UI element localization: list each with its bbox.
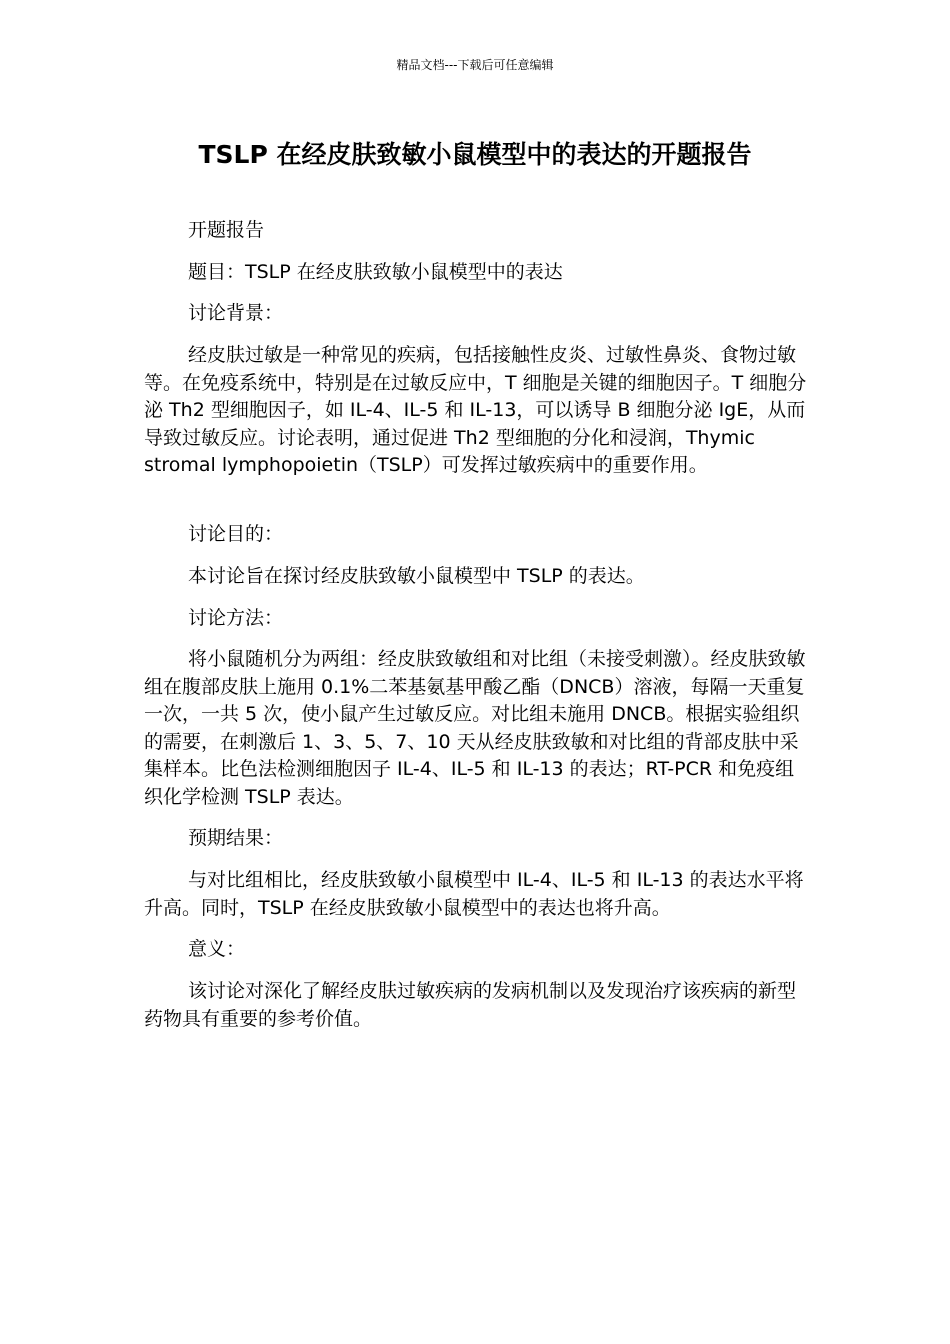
section-heading-background: 讨论背景： [188, 302, 284, 324]
topic-line: 题目：TSLP 在经皮肤致敏小鼠模型中的表达 [188, 261, 563, 283]
section-heading-methods: 讨论方法： [188, 607, 284, 629]
purpose-paragraph: 本讨论旨在探讨经皮肤致敏小鼠模型中 TSLP 的表达。 [188, 565, 645, 587]
methods-paragraph: 将小鼠随机分为两组：经皮肤致敏组和对比组（未接受刺激）。经皮肤致敏组在腹部皮肤上施用 0.1%二苯基氨基甲酸乙酯（DNCB）溶液，每隔一天重复一次，一共 5 次，使小鼠产生过敏反应。对比组未施用 DNCB。根据实验组织的需要，在刺激后 1、3、5、7、10 天从经皮肤致敏和对比组的背部皮肤中采集样本。比色法检测细胞因子 IL-4、IL-5 和 IL-13 的表达；RT-PCR 和免疫组织化学检测 TSLP 表达。 [144, 648, 806, 808]
background-paragraph: 经皮肤过敏是一种常见的疾病，包括接触性皮炎、过敏性鼻炎、食物过敏等。在免疫系统中，特别是在过敏反应中，T 细胞是关键的细胞因子。T 细胞分泌 Th2 型细胞因子，如 IL-4、IL-5 和 IL-13，可以诱导 B 细胞分泌 IgE，从而导致过敏反应。讨论表明，通过促进 Th2 型细胞的分化和浸润，Thymic stromal lymphopoietin（TSLP）可发挥过敏疾病中的重要作用。 [144, 344, 807, 476]
document-title: TSLP 在经皮肤致敏小鼠模型中的表达的开题报告 [198, 140, 752, 169]
section-heading-expected-results: 预期结果： [188, 827, 284, 849]
significance-paragraph: 该讨论对深化了解经皮肤过敏疾病的发病机制以及发现治疗该疾病的新型药物具有重要的参考价值。 [144, 980, 797, 1030]
page-header-note: 精品文档---下载后可任意编辑 [396, 58, 554, 72]
section-heading-purpose: 讨论目的： [188, 523, 284, 545]
expected-results-paragraph: 与对比组相比，经皮肤致敏小鼠模型中 IL-4、IL-5 和 IL-13 的表达水平将升高。同时，TSLP 在经皮肤致敏小鼠模型中的表达也将升高。 [144, 869, 804, 919]
section-heading-significance: 意义： [188, 938, 246, 960]
section-label-proposal: 开题报告 [188, 219, 265, 241]
